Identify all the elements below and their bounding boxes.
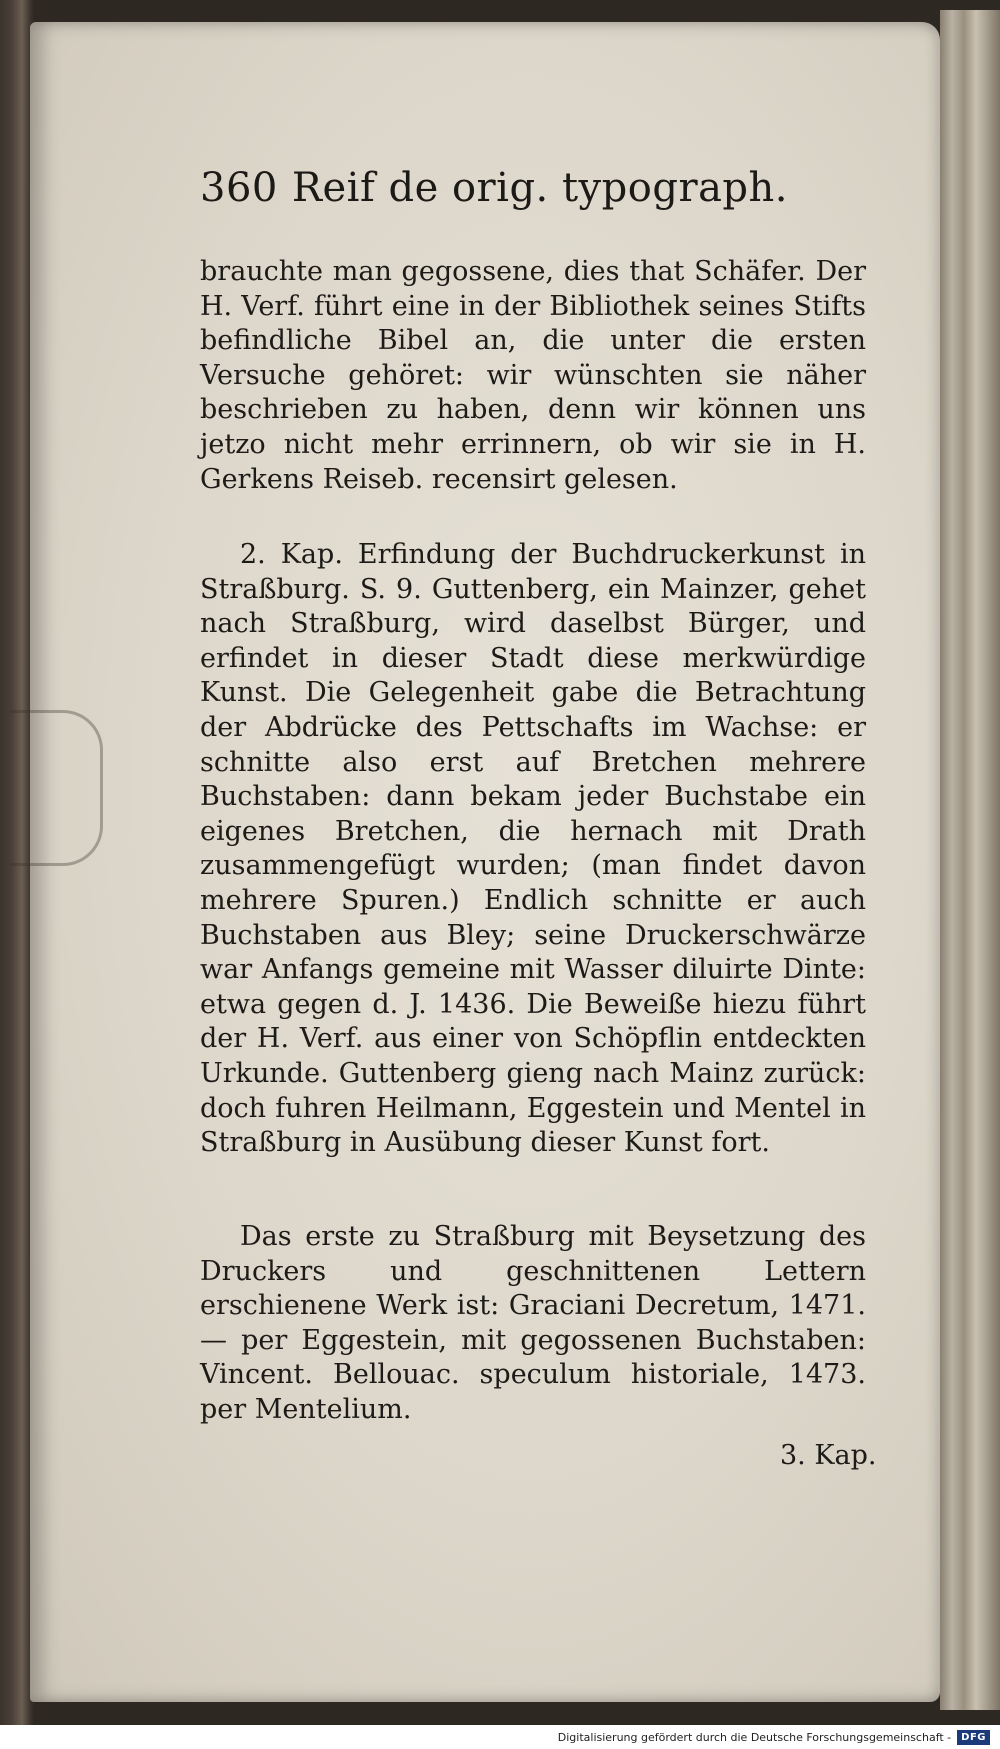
paragraph-2: 2. Kap. Erfindung der Buchdruckerkunst in Straßburg. S. 9. Guttenberg, ein Mainzer, gehet nach Straßburg, wird daselbst Bürger, und erfindet in dieser Stadt diese merkwürdige Kunst. Die Gelegenheit gabe die Betrachtung der Abdrücke des Pettschafts im Wachse: er schnitte also erst auf Bretchen mehrere Buchstaben: dann bekam jeder Buchstabe ein eigenes Bretchen, die hernach mit Drath zusammengefügt wurden; (man findet davon mehrere Spuren.) Endlich schnitte er auch Buchstaben aus Bley; seine Druckerschwärze war Anfangs gemeine mit Wasser diluirte Dinte: etwa gegen d. J. 1436. Die Beweiße hiezu führt der H. Verf. aus einer von Schöpflin entdeckten Urkunde. Guttenberg gieng nach Mainz zurück: doch fuhren Heilmann, Eggestein und Mentel in Straßburg in Ausübung dieser Kunst fort. [200, 539, 866, 1159]
page-edge [940, 10, 1000, 1710]
paper-clip-mark [10, 710, 103, 866]
footer-credit: Digitalisierung gefördert durch die Deutsche Forschungsgemeinschaft - [557, 1730, 952, 1744]
running-title: Reif de orig. typograph. [291, 165, 788, 211]
paragraph-3: Das erste zu Straßburg mit Beysetzung des Druckers und geschnittenen Lettern erschienene Werk ist: Graciani Decretum, 1471. — per Eggestein, mit gegossenen Buchstaben: Vincent. Bellouac. speculum historiale, 1473. per Mentelium. [200, 1221, 866, 1425]
page-header [200, 165, 850, 211]
paragraph-1: brauchte man gegossene, dies that Schäfer. Der H. Verf. führt eine in der Bibliothek seines Stifts befindliche Bibel an, die unter die ersten Versuche gehöret: wir wünschten sie näher beschrieben zu haben, denn wir können uns jetzo nicht mehr errinnern, ob wir sie in H. Gerkens Reiseb. recensirt gelesen. [200, 256, 866, 495]
dfg-logo: DFG [957, 1730, 990, 1745]
digitization-footer [0, 1725, 1000, 1749]
page-number: 360 [200, 165, 278, 211]
catchword: 3. Kap. [780, 1440, 877, 1471]
